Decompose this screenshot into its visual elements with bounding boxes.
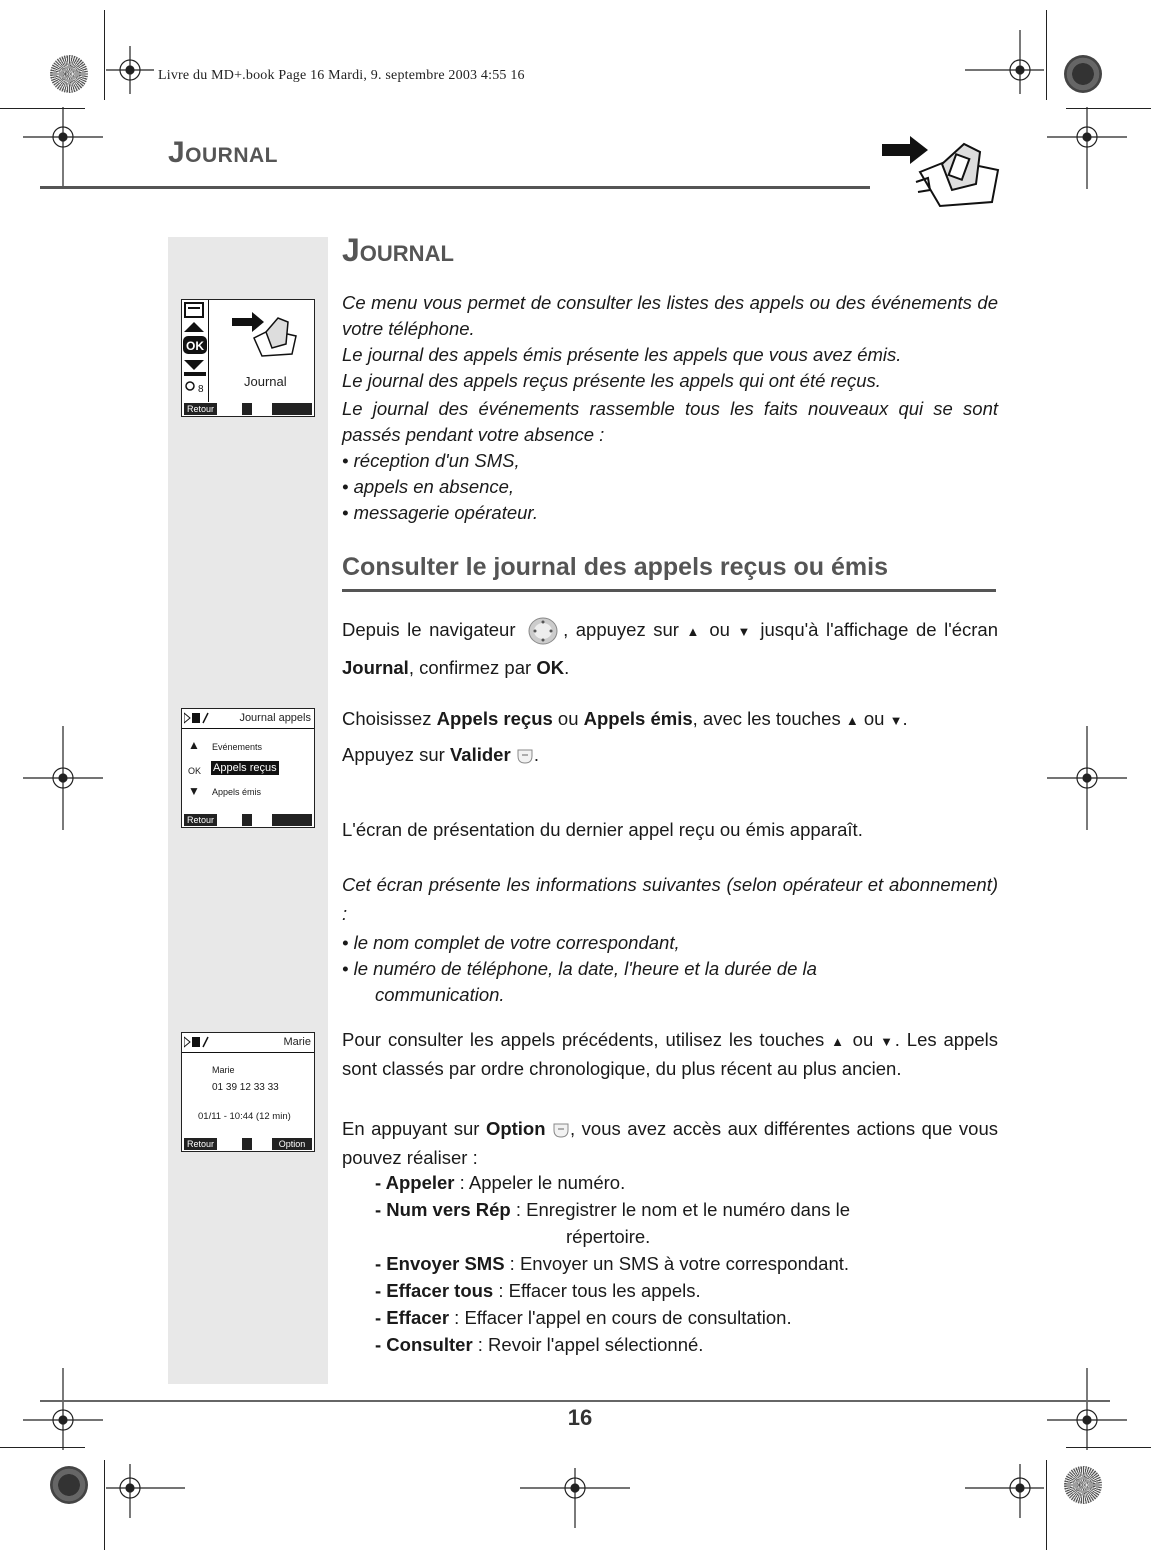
footer-rule [40, 1400, 1110, 1402]
phone-journal-label: Journal [244, 374, 287, 389]
phone-screen-journal-appels [181, 708, 315, 828]
paragraph-choose: Choisissez Appels reçus ou Appels émis, avec les touches ▲ ou ▼. Appuyez sur Valider . [342, 708, 908, 765]
intro-paragraph [342, 290, 998, 526]
down-arrow-icon: ▼ [880, 1034, 895, 1049]
softkey-icon [552, 1121, 570, 1139]
phone-softkey-bar [182, 402, 314, 416]
intro-bullet: • réception d'un SMS, [342, 450, 520, 471]
option-item: - Envoyer SMS : Envoyer un SMS à votre correspondant. [375, 1253, 850, 1274]
phone-screen-journal [181, 299, 315, 417]
header-rule [40, 186, 870, 189]
down-arrow-icon: ▼ [737, 624, 753, 639]
page-header-title: Journal [168, 136, 279, 169]
option-item: - Appeler : Appeler le numéro. [375, 1172, 626, 1193]
status-icons [184, 711, 214, 725]
option-item: - Effacer tous : Effacer tous les appels. [375, 1280, 701, 1301]
softkey-nav-icon [242, 403, 252, 415]
section-title: Consulter le journal des appels reçus ou émis [342, 553, 888, 581]
phone-detail-title: Marie [283, 1036, 311, 1048]
phone-ok-key: OK [186, 339, 204, 353]
down-arrow-icon: ▼ [188, 784, 200, 798]
paragraph-option: En appuyant sur Option , vous avez accès aux différentes actions que vous pouvez réaliser : [342, 1118, 999, 1168]
paragraph-previous-calls: Pour consulter les appels précédents, utilisez les touches ▲ ou ▼. Les appels sont classés par ordre chronologique, du plus récent au plus ancien. [342, 1029, 999, 1079]
phone-screen-call-detail [181, 1032, 315, 1152]
softkey-icon [516, 747, 534, 765]
journal-phone-arrow-icon [880, 130, 1005, 210]
page-title: Journal [342, 232, 454, 268]
phone-softkey-bar [182, 1137, 314, 1151]
option-item: - Consulter : Revoir l'appel sélectionné. [375, 1334, 704, 1355]
option-item: - Num vers Rép : Enregistrer le nom et le numéro dans le [375, 1199, 851, 1220]
up-arrow-icon: ▲ [831, 1034, 846, 1049]
phone-side-rule [208, 300, 209, 402]
intro-bullet: • messagerie opérateur. [342, 502, 539, 523]
softkey-option: Option [272, 1138, 312, 1150]
status-icons [184, 1035, 214, 1049]
softkey-nav-icon [242, 814, 252, 826]
section-rule [342, 589, 996, 592]
menu-item-appels-recus: Appels reçus [213, 762, 277, 774]
intro-line: Ce menu vous permet de consulter les listes des appels ou des événements de votre téléphone. [342, 292, 998, 339]
softkey-retour: Retour [184, 814, 217, 826]
option-item: - Effacer : Effacer l'appel en cours de consultation. [375, 1307, 792, 1328]
intro-line: Le journal des événements rassemble tous les faits nouveaux qui se sont passés pendant votre absence : [342, 398, 998, 445]
contact-name: Marie [212, 1065, 235, 1075]
intro-bullet: • appels en absence, [342, 476, 515, 497]
page-number: 16 [567, 1405, 593, 1430]
intro-line: Le journal des appels émis présente les appels que vous avez émis. [342, 344, 902, 365]
softkey-nav-icon [242, 1138, 252, 1150]
down-arrow-icon: ▼ [889, 713, 903, 728]
softkey-right-blank [272, 403, 312, 415]
softkey-right-blank [272, 814, 312, 826]
paragraph-last-call: L'écran de présentation du dernier appel reçu ou émis apparaît. [342, 819, 863, 840]
call-datetime: 01/11 - 10:44 (12 min) [198, 1111, 291, 1122]
softkey-retour: Retour [184, 403, 217, 415]
phone-title-rule [182, 728, 314, 729]
up-arrow-icon: ▲ [686, 624, 702, 639]
option-item-continuation: répertoire. [566, 1226, 651, 1247]
up-arrow-icon: ▲ [188, 738, 200, 752]
option-list [375, 1169, 850, 1358]
menu-ok-label: OK [188, 766, 202, 776]
up-arrow-icon: ▲ [845, 713, 859, 728]
menu-item-evenements: Evénements [212, 742, 263, 752]
journal-illustration-icon [230, 308, 300, 358]
book-slug-line: Livre du MD+.book Page 16 Mardi, 9. septembre 2003 4:55 16 [158, 68, 525, 83]
svg-text:8: 8 [198, 384, 204, 395]
softkey-retour: Retour [184, 1138, 217, 1150]
phone-menu-title: Journal appels [239, 712, 311, 724]
paragraph-navigator: Depuis le navigateur , appuyez sur ▲ ou ▼ jusqu'à l'affichage de l'écran Journal, confirmez par OK. [342, 612, 998, 686]
contact-number: 01 39 12 33 33 [212, 1082, 279, 1093]
navigator-icon [523, 616, 563, 646]
phone-left-icons [182, 300, 208, 402]
menu-item-appels-emis: Appels émis [212, 787, 262, 797]
phone-title-rule [182, 1052, 314, 1053]
phone-softkey-bar [182, 813, 314, 827]
paragraph-screen-info: Cet écran présente les informations suivantes (selon opérateur et abonnement) : • le nom complet de votre correspondant, • le numéro de téléphone, la date, l'heure et la durée de la communication. [342, 874, 998, 1005]
intro-line: Le journal des appels reçus présente les appels qui ont été reçus. [342, 370, 881, 391]
